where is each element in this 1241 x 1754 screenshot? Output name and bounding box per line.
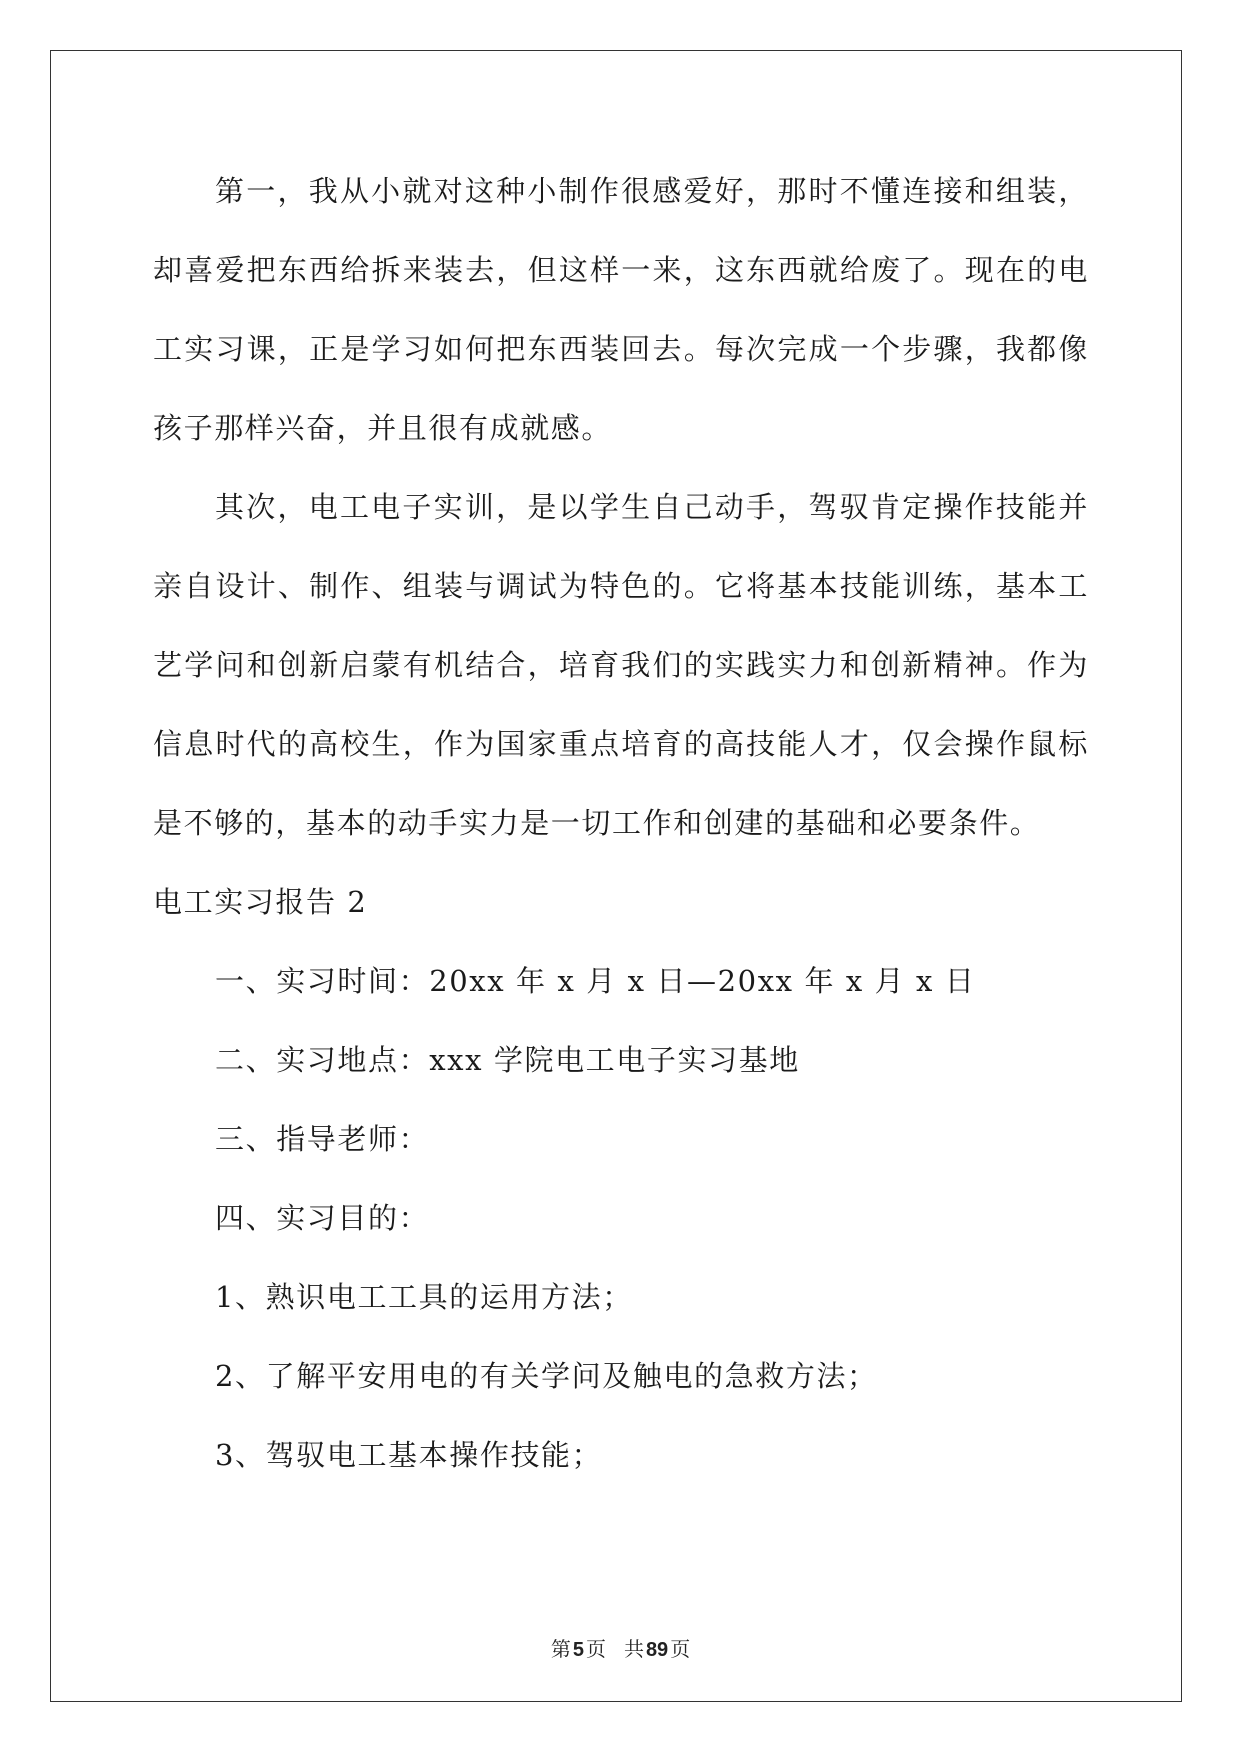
section-title: 电工实习报告 2	[153, 885, 368, 919]
list-item: 二、实习地点：xxx 学院电工电子实习基地	[215, 1043, 800, 1077]
footer-page-prefix: 第	[550, 1637, 571, 1661]
list-item: 四、实习目的：	[215, 1201, 430, 1235]
document-body	[153, 152, 1089, 1495]
paragraph-2: 其次，电工电子实训，是以学生自己动手，驾驭肯定操作技能并亲自设计、制作、组装与调试为特色的。它将基本技能训练，基本工艺学问和创新启蒙有机结合，培育我们的实践实力和创新精神。作为信息时代的高校生，作为国家重点培育的高技能人才，仅会操作鼠标是不够的，基本的动手实力是一切工作和创建的基础和必要条件。	[153, 490, 1089, 840]
page-footer	[0, 1633, 1241, 1662]
footer-total-prefix: 共	[623, 1637, 644, 1661]
list-item: 3、驾驭电工基本操作技能；	[215, 1438, 603, 1472]
list-item: 2、了解平安用电的有关学问及触电的急救方法；	[215, 1359, 878, 1393]
footer-page-number: 5	[572, 1639, 584, 1661]
list-item: 1、熟识电工工具的运用方法；	[215, 1280, 633, 1314]
list-item: 一、实习时间：20xx 年 x 月 x 日—20xx 年 x 月 x 日	[215, 964, 976, 998]
footer-total-pages: 89	[645, 1639, 669, 1661]
list-item: 三、指导老师：	[215, 1122, 430, 1156]
paragraph-1: 第一，我从小就对这种小制作很感爱好，那时不懂连接和组装，却喜爱把东西给拆来装去，但这样一来，这东西就给废了。现在的电工实习课，正是学习如何把东西装回去。每次完成一个步骤，我都像孩子那样兴奋，并且很有成就感。	[153, 174, 1089, 445]
footer-page-suffix: 页	[585, 1637, 606, 1661]
footer-total-suffix: 页	[670, 1637, 691, 1661]
